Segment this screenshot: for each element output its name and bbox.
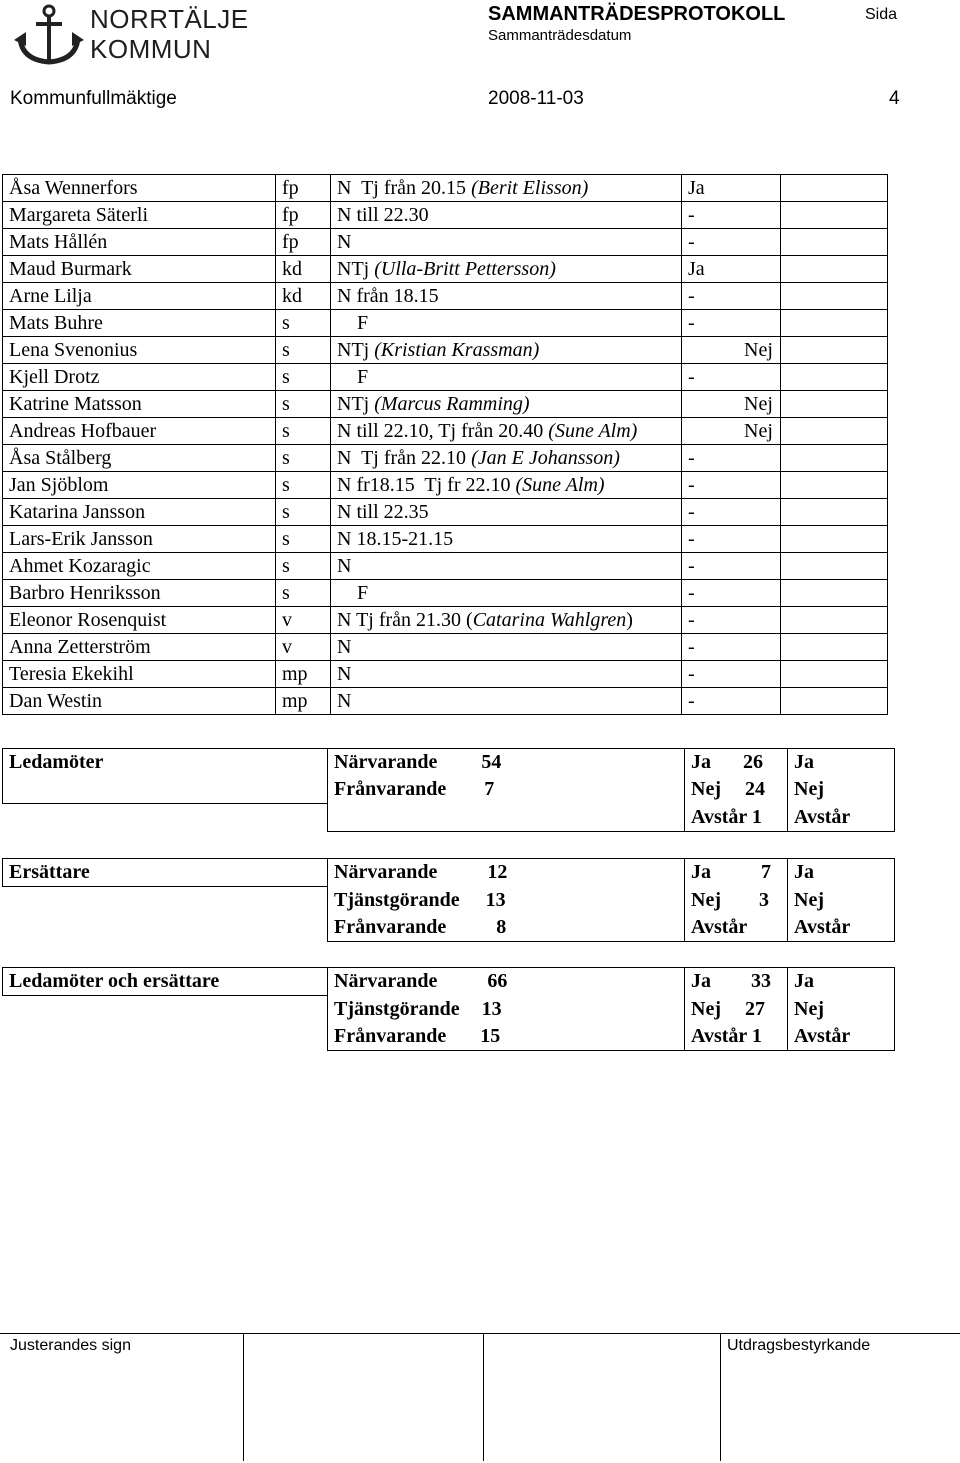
attendance-note <box>331 175 682 202</box>
member-name: Lars-Erik Jansson <box>3 526 276 553</box>
page-number: 4 <box>889 88 900 109</box>
party-code: fp <box>276 229 331 256</box>
party-code: s <box>276 445 331 472</box>
vote-label: Ja <box>788 968 895 996</box>
table-row <box>3 283 888 310</box>
party-code: s <box>276 580 331 607</box>
attendance-note <box>331 256 682 283</box>
attendance-status: N från 18.15 <box>337 285 439 307</box>
vote-label: Ja <box>788 859 895 887</box>
attendance-status: N Tj från 22.10 <box>337 447 472 469</box>
member-name: Margareta Säterli <box>3 202 276 229</box>
summary-substitutes <box>2 858 895 942</box>
vote-extra-cell <box>781 526 888 553</box>
member-name: Ahmet Kozaragic <box>3 553 276 580</box>
vote-ja-cell <box>682 580 781 607</box>
vote-value: - <box>688 528 695 550</box>
summary-label: Tjänstgörande 13 <box>328 887 685 915</box>
vote-value: - <box>688 609 695 631</box>
vote-value: - <box>688 204 695 226</box>
summary-title: Ledamöter <box>3 749 328 777</box>
vote-extra-cell <box>781 634 888 661</box>
substitute-name: Catarina Wahlgren <box>472 609 627 631</box>
table-row <box>3 175 888 202</box>
attendance-status: N till 22.35 <box>337 501 429 523</box>
vote-value: Ja <box>688 258 705 280</box>
attendance-note <box>331 391 682 418</box>
vote-ja-cell <box>682 256 781 283</box>
attendance-status: NTj <box>337 339 375 361</box>
attendance-status: F <box>337 312 369 334</box>
party-code: s <box>276 499 331 526</box>
vote-extra-cell <box>781 283 888 310</box>
vote-ja-cell <box>682 391 781 418</box>
document-title: SAMMANTRÄDESPROTOKOLL <box>488 3 786 25</box>
vote-value: - <box>688 366 695 388</box>
attendance-note <box>331 310 682 337</box>
vote-value: - <box>688 501 695 523</box>
vote-value: - <box>688 447 695 469</box>
summary-title: Ledamöter och ersättare <box>3 968 328 996</box>
summary-label: Frånvarande 7 <box>328 776 685 804</box>
member-name: Lena Svenonius <box>3 337 276 364</box>
vote-ja-cell <box>682 472 781 499</box>
vote-value: - <box>688 582 695 604</box>
vote-ja-cell <box>682 175 781 202</box>
party-code: s <box>276 526 331 553</box>
vote-extra-cell <box>781 229 888 256</box>
member-name: Katarina Jansson <box>3 499 276 526</box>
vote-value: - <box>688 231 695 253</box>
attendance-status: NTj <box>337 393 375 415</box>
table-row <box>3 364 888 391</box>
vote-value: - <box>688 663 695 685</box>
party-code: s <box>276 553 331 580</box>
vote-ja-cell <box>682 607 781 634</box>
attendance-status: N <box>337 663 352 685</box>
vote-extra-cell <box>781 337 888 364</box>
vote-count: Nej 27 <box>685 996 788 1024</box>
vote-value: - <box>688 312 695 334</box>
party-code: s <box>276 310 331 337</box>
substitute-name: (Jan E Johansson) <box>471 447 620 469</box>
table-row <box>3 418 888 445</box>
table-row <box>3 229 888 256</box>
party-code: fp <box>276 175 331 202</box>
vote-ja-cell <box>682 526 781 553</box>
substitute-name: (Kristian Krassman) <box>374 339 540 361</box>
vote-nej: Nej <box>744 393 773 415</box>
table-row <box>3 499 888 526</box>
table-row <box>3 310 888 337</box>
party-code: s <box>276 391 331 418</box>
party-code: s <box>276 418 331 445</box>
attendance-note <box>331 553 682 580</box>
substitute-name: (Marcus Ramming) <box>374 393 530 415</box>
table-row <box>3 391 888 418</box>
party-code: s <box>276 364 331 391</box>
attendance-note <box>331 634 682 661</box>
member-name: Teresia Ekekihl <box>3 661 276 688</box>
vote-ja-cell <box>682 283 781 310</box>
member-name: Barbro Henriksson <box>3 580 276 607</box>
footer-divider <box>720 1333 721 1461</box>
attendance-status: N fr18.15 Tj fr 22.10 <box>337 474 516 496</box>
summary-label: Närvarande 54 <box>328 749 685 777</box>
vote-extra-cell <box>781 310 888 337</box>
vote-label: Nej <box>788 887 895 915</box>
vote-value: - <box>688 285 695 307</box>
attendance-status: NTj <box>337 258 375 280</box>
vote-extra-cell <box>781 445 888 472</box>
attendance-status: N Tj från 21.30 ( <box>337 609 473 631</box>
attendance-note <box>331 445 682 472</box>
vote-nej: Nej <box>744 420 773 442</box>
municipality-logo-text: NORRTÄLJE KOMMUN <box>90 4 249 64</box>
attendance-table <box>2 174 888 715</box>
table-row <box>3 472 888 499</box>
summary-members <box>2 748 895 832</box>
attendance-note <box>331 418 682 445</box>
vote-ja-cell <box>682 499 781 526</box>
footer-divider <box>0 1333 960 1334</box>
vote-label: Avstår <box>788 914 895 942</box>
party-code: fp <box>276 202 331 229</box>
attendance-note <box>331 202 682 229</box>
vote-extra-cell <box>781 175 888 202</box>
member-name: Maud Burmark <box>3 256 276 283</box>
substitute-name: (Ulla-Britt Pettersson) <box>374 258 556 280</box>
vote-count: Avstår 1 <box>685 1023 788 1051</box>
vote-value: - <box>688 555 695 577</box>
member-name: Arne Lilja <box>3 283 276 310</box>
party-code: v <box>276 607 331 634</box>
attendance-note <box>331 526 682 553</box>
vote-extra-cell <box>781 553 888 580</box>
table-row <box>3 256 888 283</box>
summary-label: Frånvarande 8 <box>328 914 685 942</box>
attendance-status: F <box>337 582 369 604</box>
vote-label: Nej <box>788 996 895 1024</box>
vote-ja-cell <box>682 202 781 229</box>
party-code: mp <box>276 688 331 715</box>
anchor-icon <box>12 2 86 66</box>
member-name: Jan Sjöblom <box>3 472 276 499</box>
attendance-note <box>331 661 682 688</box>
table-row <box>3 445 888 472</box>
member-name: Mats Buhre <box>3 310 276 337</box>
vote-value: - <box>688 690 695 712</box>
vote-count: Ja 33 <box>685 968 788 996</box>
vote-label: Ja <box>788 749 895 777</box>
attendance-note <box>331 283 682 310</box>
vote-extra-cell <box>781 580 888 607</box>
member-name: Dan Westin <box>3 688 276 715</box>
vote-count: Ja 26 <box>685 749 788 777</box>
member-name: Eleonor Rosenquist <box>3 607 276 634</box>
vote-ja-cell <box>682 661 781 688</box>
vote-extra-cell <box>781 607 888 634</box>
substitute-name: (Sune Alm) <box>515 474 605 496</box>
attendance-note <box>331 364 682 391</box>
attendance-note <box>331 337 682 364</box>
member-name: Mats Hållén <box>3 229 276 256</box>
vote-ja-cell <box>682 229 781 256</box>
footer-divider <box>243 1333 244 1461</box>
vote-count: Avstår 1 <box>685 804 788 832</box>
attendance-status: N till 22.30 <box>337 204 429 226</box>
member-name: Åsa Stålberg <box>3 445 276 472</box>
vote-count: Nej 3 <box>685 887 788 915</box>
substitute-name: (Berit Elisson) <box>471 177 589 199</box>
member-name: Åsa Wennerfors <box>3 175 276 202</box>
vote-label: Avstår <box>788 804 895 832</box>
vote-ja-cell <box>682 337 781 364</box>
vote-extra-cell <box>781 391 888 418</box>
vote-extra-cell <box>781 661 888 688</box>
vote-extra-cell <box>781 499 888 526</box>
attendance-note <box>331 229 682 256</box>
vote-count: Avstår <box>685 914 788 942</box>
attendance-note <box>331 688 682 715</box>
table-row <box>3 526 888 553</box>
table-row <box>3 580 888 607</box>
vote-ja-cell <box>682 418 781 445</box>
signature-label: Justerandes sign <box>10 1337 131 1354</box>
party-code: s <box>276 472 331 499</box>
table-row <box>3 607 888 634</box>
attendance-status: N <box>337 231 352 253</box>
summary-label: Frånvarande 15 <box>328 1023 685 1051</box>
vote-value: - <box>688 474 695 496</box>
vote-extra-cell <box>781 256 888 283</box>
vote-ja-cell <box>682 634 781 661</box>
meeting-date: 2008-11-03 <box>488 88 584 109</box>
party-code: kd <box>276 256 331 283</box>
member-name: Kjell Drotz <box>3 364 276 391</box>
council-name: Kommunfullmäktige <box>10 88 177 109</box>
attendance-status: N <box>337 555 352 577</box>
vote-ja-cell <box>682 553 781 580</box>
table-row <box>3 661 888 688</box>
table-row <box>3 337 888 364</box>
summary-total <box>2 967 895 1051</box>
vote-ja-cell <box>682 445 781 472</box>
vote-count: Ja 7 <box>685 859 788 887</box>
table-row <box>3 688 888 715</box>
vote-count: Nej 24 <box>685 776 788 804</box>
vote-extra-cell <box>781 688 888 715</box>
attendance-status: N Tj från 20.15 <box>337 177 472 199</box>
party-code: v <box>276 634 331 661</box>
vote-value: - <box>688 636 695 658</box>
vote-ja-cell <box>682 364 781 391</box>
paren: ) <box>626 609 633 631</box>
summary-title: Ersättare <box>3 859 328 887</box>
vote-extra-cell <box>781 364 888 391</box>
vote-extra-cell <box>781 418 888 445</box>
member-name: Anna Zetterström <box>3 634 276 661</box>
member-name: Andreas Hofbauer <box>3 418 276 445</box>
attendance-status: N till 22.10, Tj från 20.40 <box>337 420 549 442</box>
vote-nej: Nej <box>744 339 773 361</box>
vote-value: Ja <box>688 177 705 199</box>
attendance-status: N 18.15-21.15 <box>337 528 454 550</box>
meeting-date-label: Sammanträdesdatum <box>488 27 632 44</box>
page-label: Sida <box>865 6 898 23</box>
footer-divider <box>483 1333 484 1461</box>
table-row <box>3 634 888 661</box>
substitute-name: (Sune Alm) <box>548 420 638 442</box>
attendance-status: N <box>337 690 352 712</box>
attendance-status: N <box>337 636 352 658</box>
attendance-note <box>331 499 682 526</box>
vote-extra-cell <box>781 472 888 499</box>
attendance-status: F <box>337 366 369 388</box>
table-row <box>3 202 888 229</box>
vote-ja-cell <box>682 310 781 337</box>
vote-label: Avstår <box>788 1023 895 1051</box>
vote-extra-cell <box>781 202 888 229</box>
party-code: kd <box>276 283 331 310</box>
certification-label: Utdragsbestyrkande <box>727 1337 871 1354</box>
attendance-note <box>331 607 682 634</box>
vote-ja-cell <box>682 688 781 715</box>
table-row <box>3 553 888 580</box>
party-code: s <box>276 337 331 364</box>
vote-label: Nej <box>788 776 895 804</box>
party-code: mp <box>276 661 331 688</box>
attendance-note <box>331 472 682 499</box>
summary-label: Tjänstgörande 13 <box>328 996 685 1024</box>
attendance-note <box>331 580 682 607</box>
summary-label: Närvarande 12 <box>328 859 685 887</box>
member-name: Katrine Matsson <box>3 391 276 418</box>
summary-label: Närvarande 66 <box>328 968 685 996</box>
